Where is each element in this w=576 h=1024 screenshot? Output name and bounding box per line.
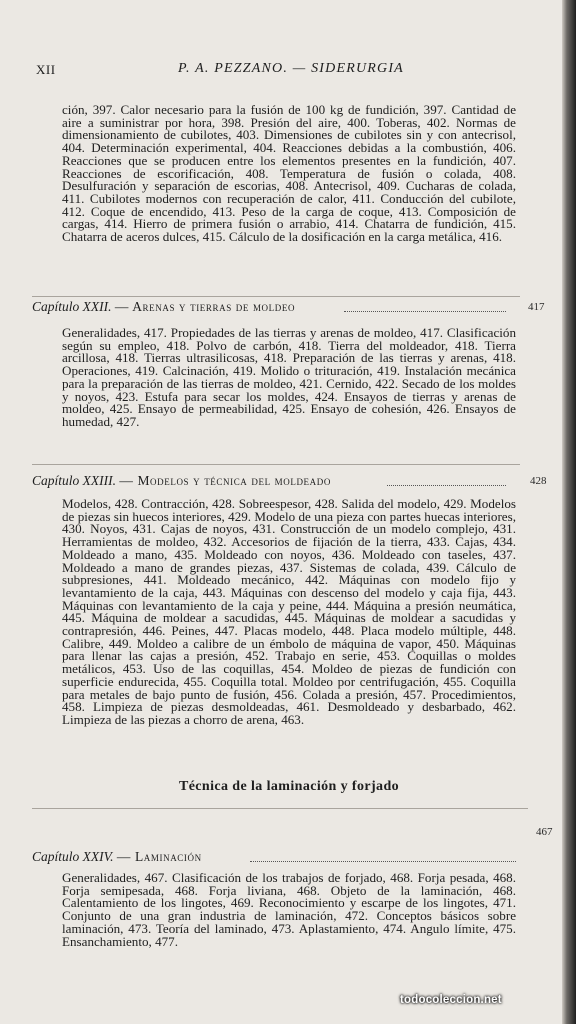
divider-rule (32, 296, 520, 297)
chapter-page-number: 428 (530, 475, 547, 487)
chapter-xxii-body: Generalidades, 417. Propiedades de las tierras y arenas de moldeo, 417. Clasificación según su empleo, 418. Polvo de carbón, 418. Tierra del moldeador, 418. Tierra arcillosa, 418. Tierras ultrasilicosas, 418. Preparación de las tierras y arenas, 418. Operaciones, 419. Calcinación, 419. Molido o trituración, 419. Instalación mecánica para la preparación de las tierras de moldeo, 421. Cernido, 422. Secado de los moldes y noyos, 423. Estufa para secar los moldes, 424. Ensayos de tierras y arenas de moldeo, 425. Ensayo de permeabilidad, 425. Ensayo de cohesión, 426. Ensayos de humedad, 427. (62, 325, 516, 429)
chapter-label: Capítulo XXII. (32, 299, 112, 314)
dot-leader (387, 485, 506, 486)
page-header (0, 59, 562, 83)
running-title: P. A. PEZZANO. — SIDERURGIA (178, 61, 404, 76)
continued-paragraph: ción, 397. Calor necesario para la fusión de 100 kg de fundición, 397. Cantidad de aire a suministrar por hora, 398. Presión del aire, 400. Toberas, 402. Normas de dimensionamiento de cubilotes, 403. Dimensiones de cubilotes sin y con antecrisol, 404. Determinación experimental, 404. Reacciones debidas a la combustión, 406. Reacciones que se producen entre los elementos presentes en la fundición, 407. Reacciones de escorificación, 408. Temperatura de fusión o colada, 408. Desulfuración y separación de escorias, 408. Antecrisol, 409. Cucharas de colada, 411. Cubilotes modernos con recuperación de calor, 411. Conducción del cubilote, 412. Coque de encendido, 413. Peso de la carga de coque, 413. Composición de cargas, 414. Hierro de primera fusión o arrabio, 414. Chatarra de fundición, 415. Chatarra de aceros dulces, 415. Cálculo de la dosificación en la carga metálica, 416. (62, 102, 516, 245)
dot-leader (344, 311, 506, 312)
section-page-number: 467 (536, 826, 553, 838)
chapter-title: — Arenas y tierras de moldeo (114, 299, 296, 314)
chapter-page-number: 417 (528, 301, 545, 313)
chapter-xxiv-entry (32, 849, 524, 865)
divider-rule (32, 808, 528, 809)
page-edge-shadow (562, 0, 576, 1024)
chapter-title: — Modelos y técnica del moldeado (119, 473, 331, 488)
chapter-xxiv-body: Generalidades, 467. Clasificación de los trabajos de forjado, 468. Forja pesada, 468. Forja semipesada, 468. Forja liviana, 468. Objeto de la laminación, 468. Calentamiento de los lingotes, 469. Reconocimiento y escarpe de los lingotes, 471. Conjunto de una gran industria de laminación, 472. Conceptos básicos sobre laminación, 473. Teoría del laminado, 473. Aplastamiento, 474. Angulo límite, 475. Ensanchamiento, 477. (62, 870, 516, 949)
chapter-label: Capítulo XXIV. (32, 849, 114, 864)
chapter-xxiii-entry (32, 473, 524, 489)
section-heading: Técnica de la laminación y forjado (178, 779, 400, 794)
dot-leader (250, 861, 516, 862)
chapter-xxii-entry (32, 299, 524, 315)
divider-rule (32, 464, 520, 465)
chapter-xxiii-body: Modelos, 428. Contracción, 428. Sobreespesor, 428. Salida del modelo, 429. Modelos de piezas sin huecos interiores, 429. Modelo de una pieza con partes huecas interiores, 430. Noyos, 431. Cajas de noyos, 431. Construcción de un modelo complejo, 431. Herramientas de moldeo, 432. Accesorios de fijación de la tierra, 433. Cajas, 434. Moldeado a mano, 435. Moldeado con noyos, 436. Moldeado con taseles, 437. Moldeado a mano de grandes piezas, 437. Sistemas de colada, 439. Cálculo de subpresiones, 441. Moldeado mecánico, 442. Máquinas con modelo fijo y levantamiento de la caja, 443. Máquinas con descenso del modelo y caja fija, 443. Máquinas con levantamiento de la caja y peine, 444. Máquina a presión neumática, 445. Máquina de moldear a sacudidas, 445. Máquinas de moldear a sacudidas y contrapresión, 446. Peines, 447. Placas modelo, 448. Placa modelo múltiple, 448. Calibre, 449. Moldeo a calibre de un émbolo de máquina de vapor, 450. Máquinas para llenar las cajas a presión, 452. Trabajo en serie, 453. Coquillas o moldes metálicos, 453. Uso de las coquillas, 454. Moldeo de piezas de fundición con superficie endurecida, 455. Coquilla total. Moldeo por centrifugación, 455. Coquilla para metales de bajo punto de fusión, 456. Colada a presión, 457. Procedimientos, 458. Limpieza de piezas desmoldeadas, 461. Desmoldeado y desbarbado, 462. Limpieza de las piezas a chorro de arena, 463. (62, 496, 516, 727)
chapter-label: Capítulo XXIII. (32, 473, 116, 488)
chapter-title: — Laminación (116, 849, 202, 864)
watermark-logo: todocoleccion.net (400, 994, 502, 1006)
page-number: XII (36, 62, 56, 77)
